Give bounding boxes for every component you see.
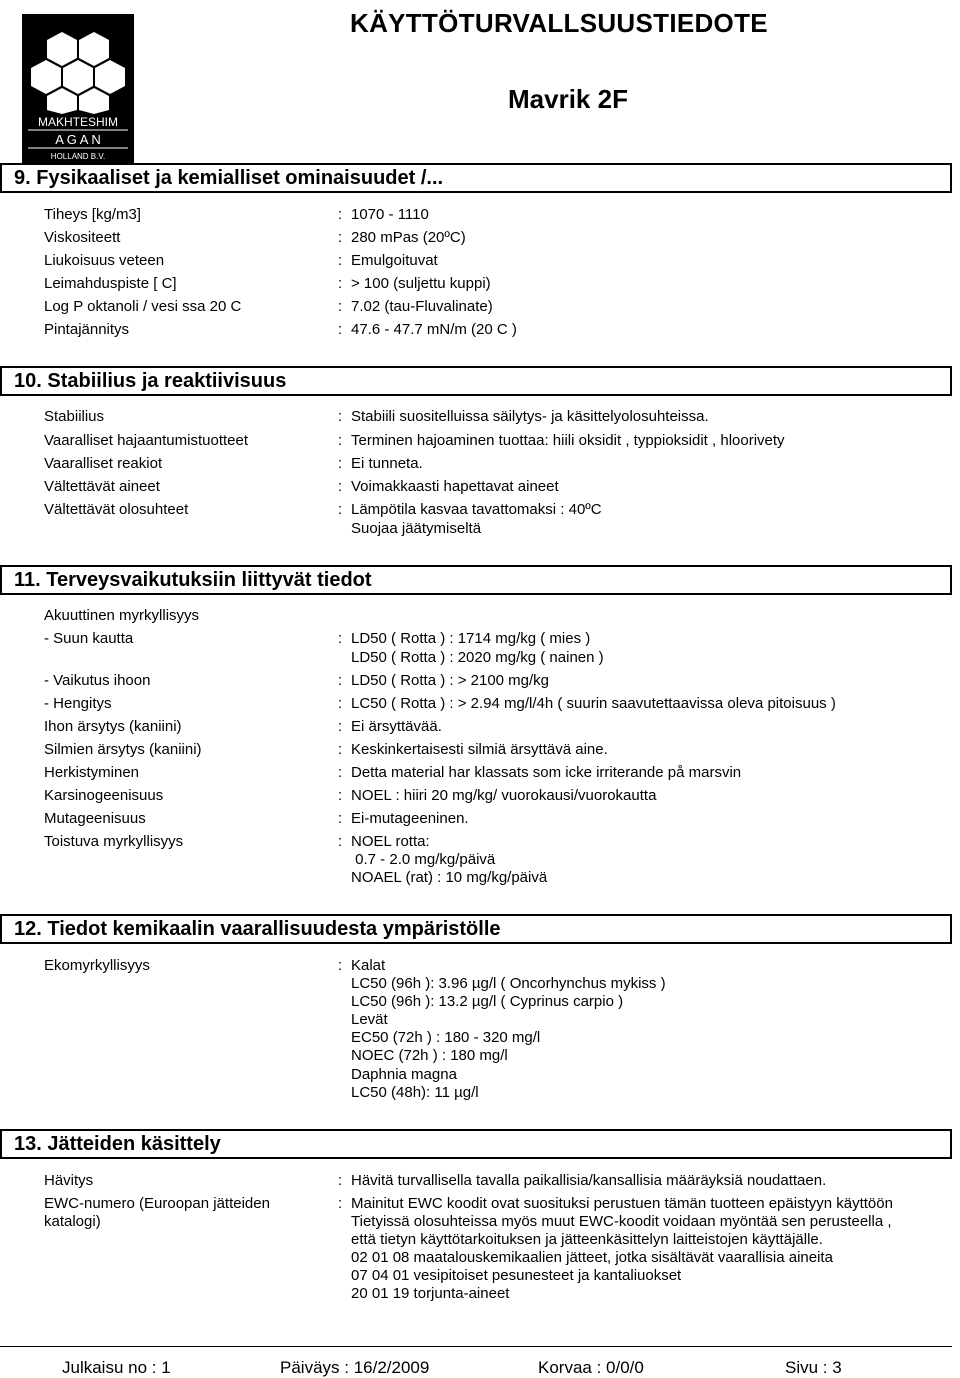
property-value: Stabiili suositelluissa säilytys- ja käsittelyolosuhteissa. xyxy=(351,408,709,425)
property-label: Silmien ärsytys (kaniini) xyxy=(44,741,202,758)
ecotox-line: EC50 (72h ) : 180 - 320 mg/l xyxy=(351,1029,541,1046)
property-label: - Hengitys xyxy=(44,695,112,712)
section-12-header xyxy=(0,914,952,944)
footer-divider xyxy=(0,1346,952,1347)
property-label: Vaaralliset hajaantumistuotteet xyxy=(44,432,249,449)
ecotox-line: Kalat xyxy=(351,957,386,974)
ewc-line: 07 04 01 vesipitoiset pesunesteet ja kantaliuokset xyxy=(351,1267,682,1284)
logo-line-2: A G A N xyxy=(55,132,101,147)
ewc-line: että tietyn käyttötarkoituksen ja jätteenkäsittelyn laitteistojen käyttäjälle. xyxy=(351,1231,823,1248)
property-value: Ei ärsyttävää. xyxy=(351,718,442,735)
property-label: - Vaikutus ihoon xyxy=(44,672,151,689)
property-value: Keskinkertaisesti silmiä ärsyttävä aine. xyxy=(351,741,608,758)
property-value: 47.6 - 47.7 mN/m (20 C ) xyxy=(351,321,517,338)
property-value: NOEL : hiiri 20 mg/kg/ vuorokausi/vuorokautta xyxy=(351,787,657,804)
property-label-continued: katalogi) xyxy=(44,1213,101,1230)
property-value: 7.02 (tau-Fluvalinate) xyxy=(351,298,493,315)
section-13-title: 13. Jätteiden käsittely xyxy=(14,1133,221,1155)
property-label: Viskositeett xyxy=(44,229,121,246)
property-value: LD50 ( Rotta ) : 1714 mg/kg ( mies ) xyxy=(351,630,591,647)
property-value-continued: Suojaa jäätymiseltä xyxy=(351,520,482,537)
property-label: Herkistyminen xyxy=(44,764,140,781)
logo-line-3: HOLLAND B.V. xyxy=(50,152,106,161)
ecotox-line: Daphnia magna xyxy=(351,1066,457,1083)
ecotox-line: NOEC (72h ) : 180 mg/l xyxy=(351,1047,508,1064)
property-label: Liukoisuus veteen xyxy=(44,252,165,269)
ecotox-line: LC50 (96h ): 3.96 µg/l ( Oncorhynchus mykiss ) xyxy=(351,975,666,992)
property-label: Stabiilius xyxy=(44,408,105,425)
footer-release: Julkaisu no : 1 xyxy=(62,1358,171,1377)
footer-date: Päiväys : 16/2/2009 xyxy=(280,1358,430,1377)
ewc-line: Tietyissä olosuhteissa myös muut EWC-koodit voidaan myöntää sen perusteella , xyxy=(351,1213,892,1230)
property-value: Lämpötila kasvaa tavattomaksi : 40ºC xyxy=(351,501,602,518)
ecotox-line: LC50 (48h): 11 µg/l xyxy=(351,1084,479,1101)
property-value: 1070 - 1110 xyxy=(351,206,429,223)
property-value: 280 mPas (20ºC) xyxy=(351,229,466,246)
document-title: KÄYTTÖTURVALLSUUSTIEDOTE xyxy=(350,8,768,38)
property-value: Detta material har klassats som icke irriterande på marsvin xyxy=(351,764,742,781)
ewc-line: 02 01 08 maatalouskemikaalien jätteet, jotka sisältävät vaarallisia aineita xyxy=(351,1249,833,1266)
property-label: Pintajännitys xyxy=(44,321,130,338)
section-13-header xyxy=(0,1129,952,1159)
property-value-continued: NOAEL (rat) : 10 mg/kg/päivä xyxy=(351,869,548,886)
section-10-title: 10. Stabiilius ja reaktiivisuus xyxy=(14,370,287,392)
hexagon-logo-icon xyxy=(22,14,134,164)
property-label: EWC-numero (Euroopan jätteiden xyxy=(44,1195,270,1212)
property-value: Terminen hajoaminen tuottaa: hiili oksidit , typpioksidit , hloorivety xyxy=(351,432,785,449)
property-value: > 100 (suljettu kuppi) xyxy=(351,275,491,292)
section-10-header xyxy=(0,366,952,396)
company-logo xyxy=(22,14,134,164)
property-label: Vaaralliset reakiot xyxy=(44,455,163,472)
property-label: Ekomyrkyllisyys xyxy=(44,957,150,974)
property-value-continued: 0.7 - 2.0 mg/kg/päivä xyxy=(351,851,496,868)
property-label: Karsinogeenisuus xyxy=(44,787,164,804)
property-value: Ei tunneta. xyxy=(351,455,423,472)
property-label: Tiheys [kg/m3] xyxy=(44,206,141,223)
property-label: Toistuva myrkyllisyys xyxy=(44,833,184,850)
subheading: Akuuttinen myrkyllisyys xyxy=(44,607,200,624)
property-value: Voimakkaasti hapettavat aineet xyxy=(351,478,559,495)
ecotox-line: LC50 (96h ): 13.2 µg/l ( Cyprinus carpio ) xyxy=(351,993,624,1010)
section-11-header xyxy=(0,565,952,595)
property-value: LC50 ( Rotta ) : > 2.94 mg/l/4h ( suurin saavutettaavissa oleva pitoisuus ) xyxy=(351,695,836,712)
property-value: NOEL rotta: xyxy=(351,833,430,850)
property-label: Vältettävät aineet xyxy=(44,478,160,495)
footer-page: Sivu : 3 xyxy=(785,1358,842,1377)
property-value: LD50 ( Rotta ) : > 2100 mg/kg xyxy=(351,672,550,689)
property-label: Vältettävät olosuhteet xyxy=(44,501,189,518)
logo-line-1: MAKHTESHIM xyxy=(37,115,119,129)
section-12-title: 12. Tiedot kemikaalin vaarallisuudesta ympäristölle xyxy=(14,918,501,940)
property-label: Log P oktanoli / vesi ssa 20 C xyxy=(44,298,242,315)
property-value: Ei-mutageeninen. xyxy=(351,810,469,827)
property-value: Hävitä turvallisella tavalla paikallisia/kansallisia määräyksiä noudattaen. xyxy=(351,1172,827,1189)
property-value-continued: LD50 ( Rotta ) : 2020 mg/kg ( nainen ) xyxy=(351,649,604,666)
section-9-title: 9. Fysikaaliset ja kemialliset ominaisuudet /... xyxy=(14,167,444,189)
ewc-line: 20 01 19 torjunta-aineet xyxy=(351,1285,510,1302)
property-label: Ihon ärsytys (kaniini) xyxy=(44,718,182,735)
property-label: - Suun kautta xyxy=(44,630,134,647)
property-label: Leimahduspiste [ C] xyxy=(44,275,177,292)
section-9-header xyxy=(0,163,952,193)
ecotox-line: Levät xyxy=(351,1011,388,1028)
property-label: Mutageenisuus xyxy=(44,810,146,827)
property-label: Hävitys xyxy=(44,1172,94,1189)
property-value: Emulgoituvat xyxy=(351,252,438,269)
product-name: Mavrik 2F xyxy=(508,84,628,114)
section-11-title: 11. Terveysvaikutuksiin liittyvät tiedot xyxy=(14,569,372,591)
ewc-line: Mainitut EWC koodit ovat suosituksi perustuen tämän tuotteen epäistyyn käyttöön xyxy=(351,1195,893,1212)
footer-replaces: Korvaa : 0/0/0 xyxy=(538,1358,644,1377)
